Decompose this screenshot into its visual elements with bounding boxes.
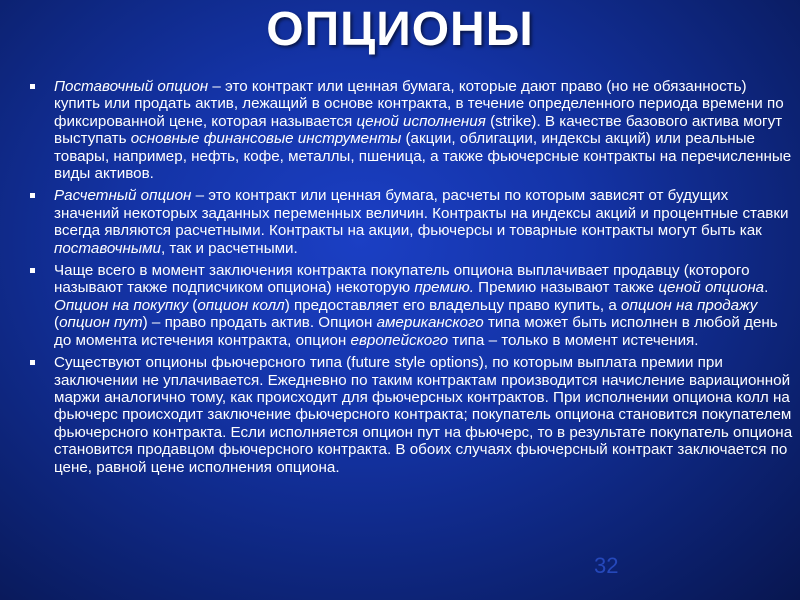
text-segment: опцион колл [197, 296, 285, 314]
square-bullet-icon [30, 193, 35, 198]
text-segment: (strike). В качестве базового актива могут выступать [54, 112, 783, 148]
text-segment: поставочными [54, 239, 161, 257]
slide-title: ОПЦИОНЫ [266, 3, 534, 56]
bullet-item-premium [28, 262, 794, 349]
bullet-item-delivery-option [28, 78, 794, 182]
text-segment: ) предоставляет его владельцу право купить, а [284, 296, 622, 314]
text-segment: ценой исполнения [356, 112, 486, 130]
text-segment: ценой опциона [658, 279, 765, 297]
text-segment: опцион пут [59, 314, 143, 332]
text-segment: ( [188, 296, 198, 314]
page-number: 32 [594, 553, 619, 578]
square-bullet-icon [30, 360, 35, 365]
text-segment: Поставочный опцион [54, 78, 209, 95]
text-segment: основные финансовые инструменты [130, 130, 402, 148]
text-segment: Опцион на покупку [54, 296, 189, 314]
text-segment: – это контракт или ценная бумага, расчеты по которым зависят от будущих значений некоторых заданных переменных величин. Контракты на индексы акций и процентные ставки всегда являются расчетными. Контракты на акции, фьючерсы и товарные контракты могут быть как [54, 187, 789, 240]
text-segment: ) – право продать актив. Опцион [142, 314, 377, 332]
text-segment: опцион на продажу [621, 296, 758, 314]
text-segment: Чаще всего в момент заключения контракта покупатель опциона выплачивает продавцу (которого называют также подписчиком опциона) некоторую [54, 262, 750, 297]
text-segment: , так и расчетными. [160, 239, 298, 257]
text-segment: Существуют опционы фьючерсного типа (future style options), по которым выплата премии при заключении не уплачивается. Ежедневно по таким контрактам производится начисление вариационной маржи аналогично тому, как происходит для фьючерсных контрактов. При исполнении опциона колл на фьючерс происходит заключение фьючерсного контракта; покупатель опциона становится покупателем фьючерсного контракта. Если исполняется опцион пут на фьючерс, то в результате покупатель опциона становится продавцом фьючерсного контракта. В обоих случаях фьючерсный контракт заключается по цене, равной цене исполнения опциона. [54, 354, 793, 476]
text-segment: (акции, облигации, индексы акций) или реальные товары, например, нефть, кофе, металлы, пшеница, а также фьючерсные контракты на перечисленные виды активов. [54, 130, 792, 183]
text-segment: европейского [350, 331, 449, 349]
text-segment: американского [376, 314, 484, 332]
bullet-item-settlement-option [28, 187, 794, 257]
text-segment: ( [54, 314, 60, 332]
bullet-list [28, 78, 794, 481]
text-segment: типа может быть исполнен в любой день до момента истечения контракта, опцион [54, 314, 778, 349]
text-segment: Премию называют также [473, 279, 659, 297]
square-bullet-icon [30, 84, 35, 89]
bullet-item-future-style-options [28, 354, 794, 476]
square-bullet-icon [30, 268, 35, 273]
text-segment: премию. [414, 279, 474, 297]
text-segment: типа – только в момент истечения. [448, 331, 699, 349]
text-segment: . [764, 279, 769, 297]
text-segment: Расчетный опцион [54, 187, 192, 205]
text-segment: – это контракт или ценная бумага, которые дают право (но не обязанность) купить или продать актив, лежащий в основе контракта, в течение определенного периода времени по фиксированной цене, которая называется [54, 78, 784, 130]
